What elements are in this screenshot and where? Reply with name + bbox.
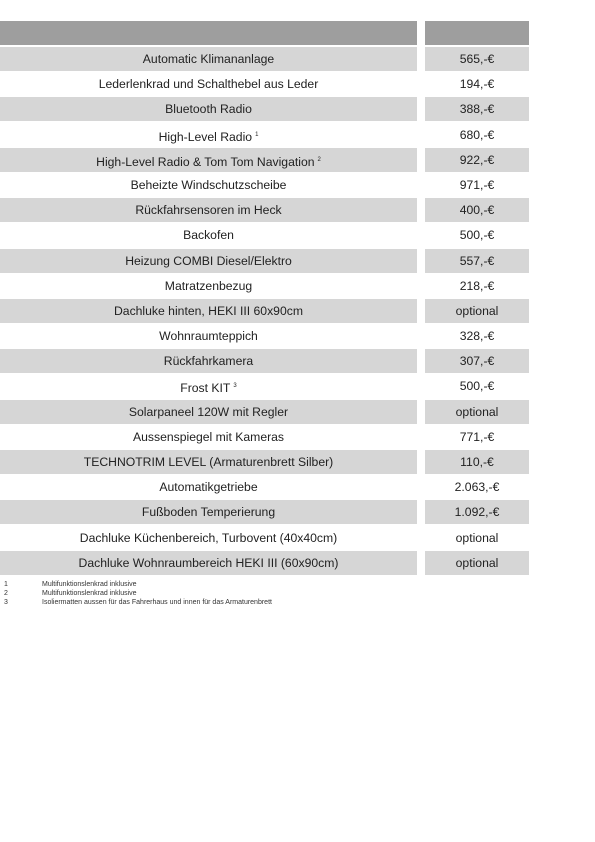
item-name: Backofen: [183, 228, 234, 243]
table-header-right: [425, 21, 529, 45]
item-price: 971,-€: [425, 173, 529, 197]
table-row: [0, 400, 595, 425]
table-row: [0, 299, 595, 324]
item-name-cell: [0, 500, 417, 524]
item-name: Heizung COMBI Diesel/Elektro: [125, 253, 292, 268]
item-name-cell: [0, 324, 417, 348]
item-name-cell: [0, 526, 417, 550]
item-price: 388,-€: [425, 97, 529, 121]
item-price: 500,-€: [425, 223, 529, 247]
item-name-cell: [0, 97, 417, 121]
table-row: [0, 173, 595, 198]
item-name-cell: [0, 374, 417, 398]
item-name: Aussenspiegel mit Kameras: [132, 429, 285, 444]
item-name-cell: [0, 400, 417, 424]
item-name: Rückfahrkamera: [163, 354, 254, 369]
table-row: [0, 450, 595, 475]
footnote-number: 3: [4, 599, 8, 606]
item-price: 500,-€: [425, 374, 529, 398]
price-table: [0, 47, 595, 576]
item-price: 1.092,-€: [425, 500, 529, 524]
item-name-cell: [0, 274, 417, 298]
footnote-text: Multifunktionslenkrad inklusive: [42, 581, 137, 588]
table-row: [0, 324, 595, 349]
item-name-cell: [0, 475, 417, 499]
item-name: Beheizte Windschutzscheibe: [130, 177, 287, 192]
item-name: TECHNOTRIM LEVEL (Armaturenbrett Silber): [83, 455, 334, 469]
table-row: [0, 500, 595, 525]
item-name: Automatikgetriebe: [159, 480, 258, 495]
item-name-cell: [0, 450, 417, 474]
table-row: [0, 475, 595, 500]
footnote-text: Multifunktionslenkrad inklusive: [42, 590, 137, 597]
item-price: 2.063,-€: [425, 475, 529, 499]
item-name-cell: [0, 249, 417, 273]
footnote: [4, 598, 564, 607]
table-row: [0, 526, 595, 551]
item-name: Automatic Klimananlage: [142, 52, 275, 66]
item-price: optional: [425, 551, 529, 575]
item-name: Wohnraumteppich: [159, 329, 258, 344]
item-price: 565,-€: [425, 47, 529, 71]
item-name: Frost KIT: [180, 381, 231, 396]
footnote: [4, 589, 564, 598]
item-name-cell: [0, 551, 417, 575]
item-price: 218,-€: [425, 274, 529, 298]
table-row: [0, 123, 595, 148]
item-price: optional: [425, 526, 529, 550]
item-name-cell: [0, 299, 417, 323]
item-name: Dachluke hinten, HEKI III 60x90cm: [113, 303, 303, 318]
table-row: [0, 72, 595, 97]
table-row: [0, 551, 595, 576]
item-name: High-Level Radio: [158, 129, 253, 144]
item-name-cell: [0, 148, 417, 172]
table-row: [0, 97, 595, 122]
item-price: 194,-€: [425, 72, 529, 96]
item-name-cell: [0, 47, 417, 71]
footnote-marker: 2: [317, 156, 321, 163]
item-name-cell: [0, 173, 417, 197]
footnote-number: 1: [4, 581, 8, 588]
item-name-cell: [0, 123, 417, 147]
table-row: [0, 374, 595, 399]
table-row: [0, 47, 595, 72]
footnote: [4, 580, 564, 589]
footnote-number: 2: [4, 590, 8, 597]
item-name-cell: [0, 425, 417, 449]
footnote-marker: 1: [255, 131, 259, 138]
item-name: Solarpaneel 120W mit Regler: [128, 404, 289, 419]
table-row: [0, 249, 595, 274]
item-name-cell: [0, 198, 417, 222]
item-name: Dachluke Küchenbereich, Turbovent (40x40cm): [79, 530, 338, 545]
item-price: 771,-€: [425, 425, 529, 449]
item-price: 328,-€: [425, 324, 529, 348]
table-row: [0, 148, 595, 173]
item-price: 680,-€: [425, 123, 529, 147]
item-name: Fußboden Temperierung: [141, 505, 276, 520]
item-name-cell: [0, 223, 417, 247]
item-price: optional: [425, 400, 529, 424]
table-row: [0, 425, 595, 450]
item-name-cell: [0, 72, 417, 96]
item-name: High-Level Radio & Tom Tom Navigation: [96, 154, 315, 169]
item-price: 922,-€: [425, 148, 529, 172]
item-price: 557,-€: [425, 249, 529, 273]
table-row: [0, 274, 595, 299]
item-price: optional: [425, 299, 529, 323]
table-header-left: [0, 21, 417, 45]
item-price: 400,-€: [425, 198, 529, 222]
footnote-text: Isoliermatten aussen für das Fahrerhaus und innen für das Armaturenbrett: [42, 599, 272, 606]
item-price: 307,-€: [425, 349, 529, 373]
item-name: Rückfahrsensoren im Heck: [135, 203, 282, 218]
item-price: 110,-€: [425, 450, 529, 474]
item-name: Lederlenkrad und Schalthebel aus Leder: [98, 77, 319, 92]
footnote-marker: 3: [233, 383, 237, 390]
item-name: Bluetooth Radio: [165, 102, 252, 117]
table-row: [0, 349, 595, 374]
table-row: [0, 223, 595, 248]
item-name-cell: [0, 349, 417, 373]
table-row: [0, 198, 595, 223]
footnotes: [4, 580, 564, 607]
item-name: Matratzenbezug: [164, 278, 253, 293]
item-name: Dachluke Wohnraumbereich HEKI III (60x90cm): [78, 555, 339, 570]
